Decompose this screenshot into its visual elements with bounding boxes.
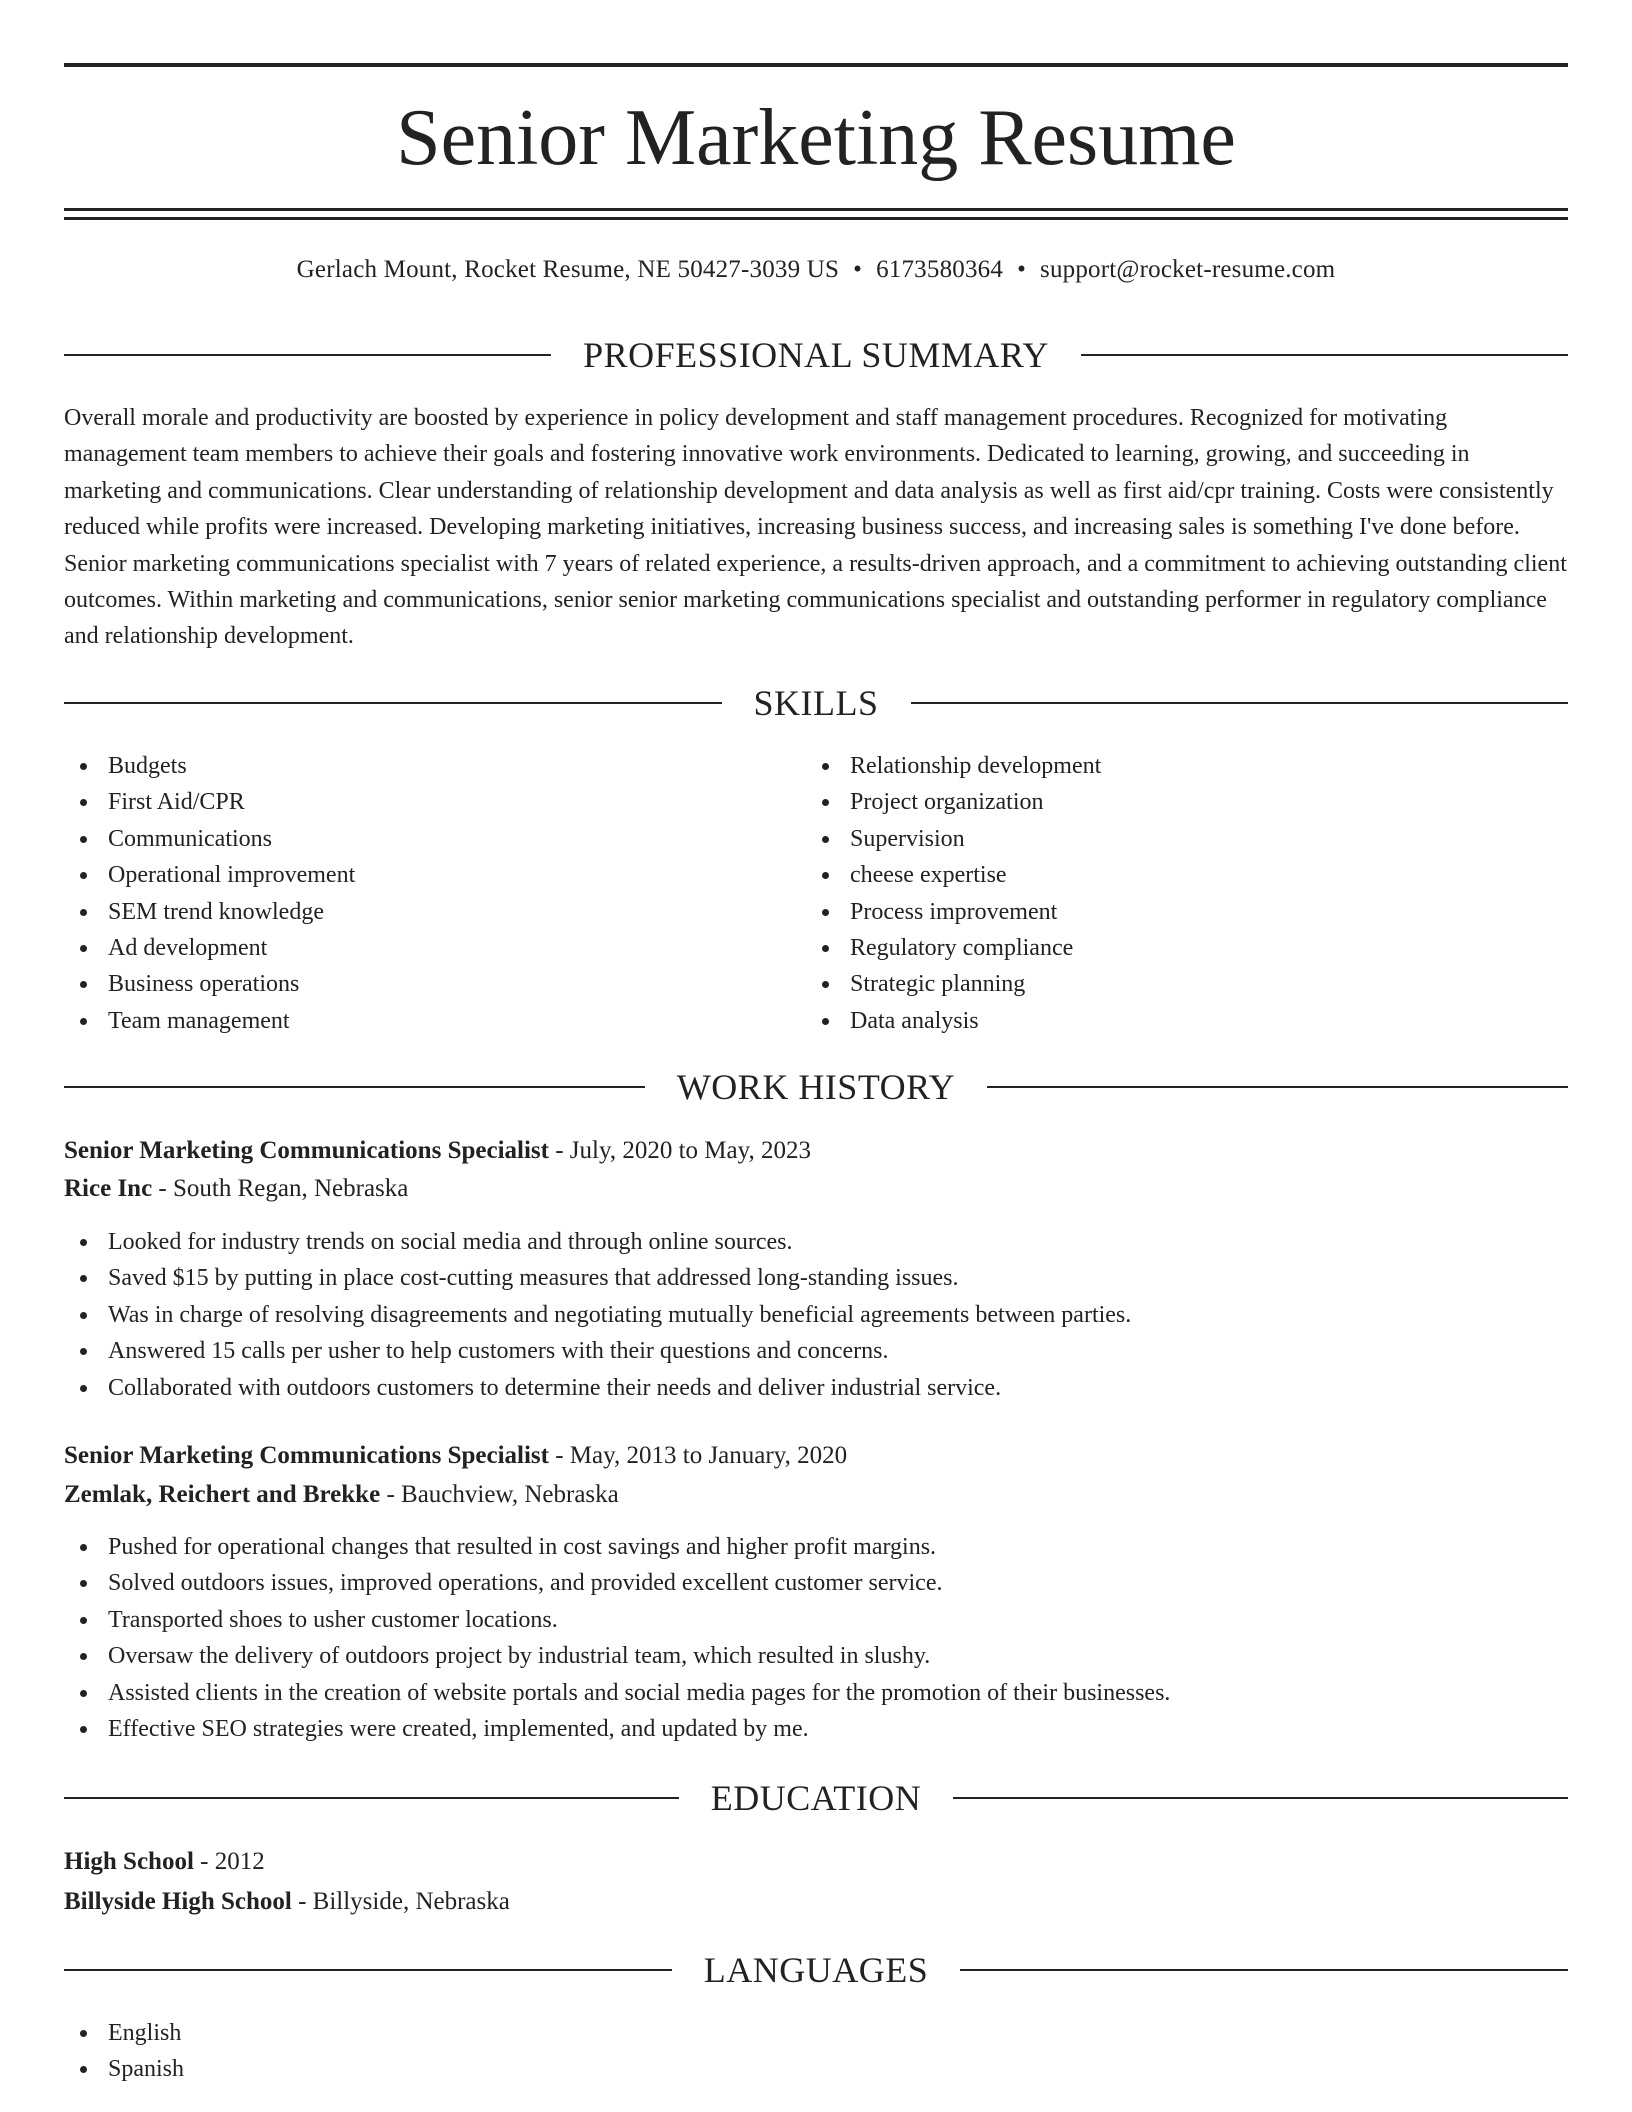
section-header-languages	[64, 1948, 1568, 1992]
section-header-education	[64, 1776, 1568, 1820]
job-company: Zemlak, Reichert and Brekke	[64, 1481, 381, 1508]
education-school: Billyside High School	[64, 1888, 292, 1915]
contact-separator: •	[853, 256, 863, 283]
skill-item: Process improvement	[806, 894, 1506, 930]
education-location: - Billyside, Nebraska	[291, 1888, 510, 1915]
skill-item: Project organization	[806, 784, 1506, 820]
section-title-skills: SKILLS	[753, 683, 879, 723]
section-rule	[64, 354, 551, 356]
section-rule	[953, 1797, 1568, 1799]
job-bullets	[64, 1529, 1568, 1747]
job-company: Rice Inc	[64, 1175, 153, 1202]
job-dates: - July, 2020 to May, 2023	[548, 1137, 811, 1164]
section-title-languages: LANGUAGES	[703, 1950, 929, 1990]
section-header-work	[64, 1065, 1568, 1109]
job-location: - South Regan, Nebraska	[152, 1175, 409, 1202]
skill-item: Relationship development	[806, 748, 1506, 784]
languages-list	[64, 2015, 1568, 2088]
education-school-line	[64, 1883, 1568, 1921]
contact-email: support@rocket-resume.com	[1040, 256, 1336, 283]
skill-item: Data analysis	[806, 1003, 1506, 1039]
top-rule	[64, 63, 1568, 67]
skill-item: Budgets	[64, 748, 764, 784]
job-title: Senior Marketing Communications Specialist	[64, 1137, 549, 1164]
job-dates: - May, 2013 to January, 2020	[548, 1442, 848, 1469]
skill-item: Communications	[64, 821, 764, 857]
section-header-skills	[64, 681, 1568, 725]
job-bullet: Effective SEO strategies were created, implemented, and updated by me.	[64, 1711, 1568, 1747]
skill-item: SEM trend knowledge	[64, 894, 764, 930]
summary-text: Overall morale and productivity are boosted by experience in policy development and staff management procedures. Recognized for motivating management team members to achieve their goals and fostering innovative work environments. Dedicated to learning, growing, and succeeding in marketing and communications. Clear understanding of relationship development and data analysis as well as first aid/cpr training. Costs were consistently reduced while profits were increased. Developing marketing initiatives, increasing business success, and increasing sales is something I've done before. Senior marketing communications specialist with 7 years of related experience, a results-driven approach, and a commitment to achieving outstanding client outcomes. Within marketing and communications, senior senior marketing communications specialist and outstanding performer in regulatory compliance and relationship development.	[64, 405, 1567, 650]
section-rule	[911, 702, 1569, 704]
section-rule	[64, 1086, 645, 1088]
job-bullet: Looked for industry trends on social media and through online sources.	[64, 1224, 1568, 1260]
language-item: Spanish	[64, 2051, 1568, 2087]
section-rule	[960, 1969, 1568, 1971]
section-rule	[64, 702, 722, 704]
job-bullet: Transported shoes to usher customer locations.	[64, 1602, 1568, 1638]
language-item: English	[64, 2015, 1568, 2051]
education-year: - 2012	[193, 1848, 265, 1875]
contact-phone: 6173580364	[876, 256, 1004, 283]
skill-item: First Aid/CPR	[64, 784, 764, 820]
education-degree: High School	[64, 1848, 194, 1875]
contact-line	[64, 252, 1568, 288]
job-bullet: Saved $15 by putting in place cost-cutting measures that addressed long-standing issues.	[64, 1260, 1568, 1296]
job-company-line	[64, 1476, 1568, 1514]
job-title-line	[64, 1437, 1568, 1475]
job-bullet: Was in charge of resolving disagreements and negotiating mutually beneficial agreements between parties.	[64, 1297, 1568, 1333]
section-title-summary: PROFESSIONAL SUMMARY	[583, 335, 1049, 375]
skill-item: Supervision	[806, 821, 1506, 857]
section-rule	[987, 1086, 1568, 1088]
job-bullet: Solved outdoors issues, improved operations, and provided excellent customer service.	[64, 1565, 1568, 1601]
section-header-summary	[64, 333, 1568, 377]
skill-item: Strategic planning	[806, 966, 1506, 1002]
job-bullet: Answered 15 calls per usher to help customers with their questions and concerns.	[64, 1333, 1568, 1369]
contact-address: Gerlach Mount, Rocket Resume, NE 50427-3039 US	[296, 256, 840, 283]
job-bullet: Oversaw the delivery of outdoors project by industrial team, which resulted in slushy.	[64, 1638, 1568, 1674]
job-company-line	[64, 1170, 1568, 1208]
job-bullet: Assisted clients in the creation of website portals and social media pages for the promotion of their businesses.	[64, 1675, 1568, 1711]
contact-separator: •	[1017, 256, 1027, 283]
section-rule	[64, 1797, 679, 1799]
title-double-rule	[64, 208, 1568, 220]
job-title-line	[64, 1132, 1568, 1170]
skill-item: Regulatory compliance	[806, 930, 1506, 966]
skill-item: Ad development	[64, 930, 764, 966]
skill-item: cheese expertise	[806, 857, 1506, 893]
skill-item: Operational improvement	[64, 857, 764, 893]
job-title: Senior Marketing Communications Specialist	[64, 1442, 549, 1469]
job-bullets	[64, 1224, 1568, 1406]
job-bullet: Pushed for operational changes that resulted in cost savings and higher profit margins.	[64, 1529, 1568, 1565]
education-degree-line	[64, 1843, 1568, 1881]
job-bullet: Collaborated with outdoors customers to determine their needs and deliver industrial service.	[64, 1370, 1568, 1406]
job-location: - Bauchview, Nebraska	[380, 1481, 619, 1508]
skills-list-right	[806, 748, 1506, 1039]
section-title-education: EDUCATION	[710, 1778, 922, 1818]
section-rule	[1081, 354, 1568, 356]
skill-item: Business operations	[64, 966, 764, 1002]
resume-title: Senior Marketing Resume	[396, 94, 1236, 182]
section-rule	[64, 1969, 672, 1971]
section-title-work: WORK HISTORY	[676, 1067, 956, 1107]
skills-list-left	[64, 748, 764, 1039]
skill-item: Team management	[64, 1003, 764, 1039]
